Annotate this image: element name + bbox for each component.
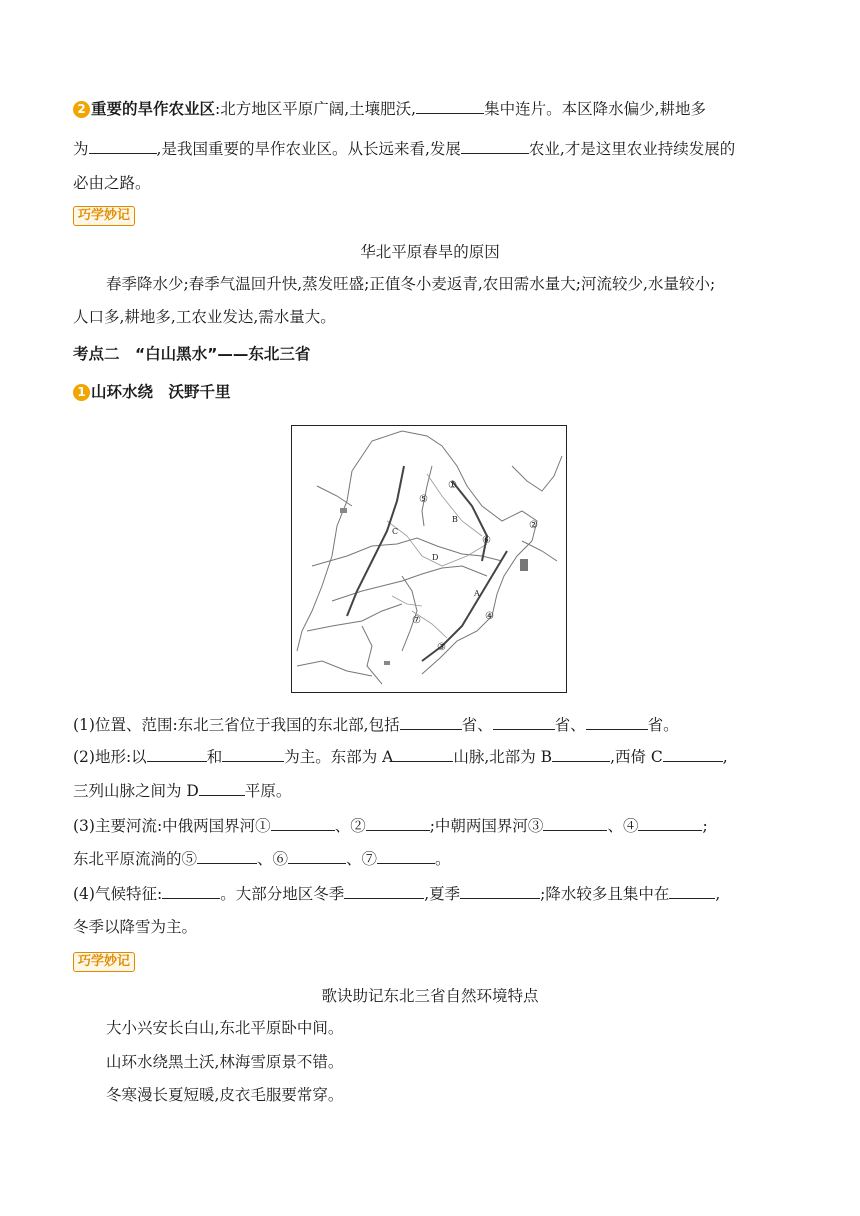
tip-verse: 山环水绕黑土沃,林海雪原景不错。 [106,1053,344,1071]
text: ,西倚 C [610,748,663,766]
fill-blank[interactable] [552,747,610,762]
fill-blank[interactable] [89,139,157,154]
text: ,是我国重要的旱作农业区。从长远来看,发展 [156,140,461,158]
question-3-line2 [73,848,800,870]
map-label-river-2: ② [529,520,538,531]
subsection-title: 山环水绕 沃野千里 [91,383,231,401]
agri-para-line2 [73,138,800,160]
map-label-A: A [474,589,480,598]
fill-blank[interactable] [377,849,435,864]
tip-text: 人口多,耕地多,工农业发达,需水量大。 [73,308,336,326]
tip-title: 华北平原春旱的原因 [360,243,500,261]
tip-text: 春季降水少;春季气温回升快,蒸发旺盛;正值冬小麦返青,农田需水量大;河流较少,水量较小; [106,275,716,293]
section-heading: 考点二 “白山黑水”——东北三省 [73,345,311,363]
text: (1)位置、范围:东北三省位于我国的东北部,包括 [73,716,400,734]
text: 农业,才是这里农业持续发展的 [528,140,736,158]
text: 。大部分地区冬季 [220,885,345,903]
text: (4)气候特征: [73,885,163,903]
question-1 [73,714,800,736]
question-4-line2: 冬季以降雪为主。 [73,918,198,936]
tip-badge: 巧学妙记 [73,952,135,972]
text: 、⑦ [346,850,378,868]
text: ;中朝两国界河③ [429,817,544,835]
text: 平原。 [244,782,292,800]
fill-blank[interactable] [344,884,424,899]
fill-blank[interactable] [638,816,702,831]
fill-blank[interactable] [400,715,462,730]
fill-blank[interactable] [416,99,484,114]
text: ,夏季 [424,885,461,903]
fill-blank[interactable] [288,849,346,864]
text: 。 [435,850,451,868]
text: 、④ [607,817,639,835]
section-number-badge: 2 [73,101,90,118]
question-2-line1 [73,746,800,768]
fill-blank[interactable] [366,816,430,831]
subsection-heading [73,381,800,403]
map-label-river-5: ⑤ [419,494,428,505]
fill-blank[interactable] [147,747,207,762]
text: 为主。东部为 A [284,748,394,766]
map-label-river-3: ③ [437,642,446,653]
text: ; [702,817,708,835]
agri-para-line1 [73,98,800,120]
tip-title: 歌诀助记东北三省自然环境特点 [321,987,539,1005]
fill-blank[interactable] [663,747,723,762]
fill-blank[interactable] [162,884,220,899]
map-label-river-6: ⑥ [482,535,491,546]
map-label-D: D [432,553,439,562]
question-2-line2 [73,780,800,802]
text: 、② [334,817,366,835]
fill-blank[interactable] [461,139,529,154]
subsection-number-badge: 1 [73,384,90,401]
fill-blank[interactable] [271,816,335,831]
fill-blank[interactable] [197,849,257,864]
map-label-C: C [392,527,399,536]
text: 为 [73,140,89,158]
text: 省、 [554,716,586,734]
text: 集中连片。本区降水偏少,耕地多 [484,100,707,118]
text: (2)地形:以 [73,748,147,766]
text: 和 [206,748,223,766]
fill-blank[interactable] [199,781,245,796]
tip-verse: 冬寒漫长夏短暖,皮衣毛服要常穿。 [106,1086,344,1104]
fill-blank[interactable] [586,715,648,730]
fill-blank[interactable] [393,747,453,762]
text: 山脉,北部为 B [453,748,553,766]
text: 省、 [461,716,493,734]
text: 、⑥ [257,850,289,868]
question-4-line1 [73,883,800,905]
map-label-river-4: ④ [485,611,494,622]
text: ;降水较多且集中在 [540,885,670,903]
northeast-map [291,425,567,693]
tip-badge: 巧学妙记 [73,206,135,226]
section-title: 重要的旱作农业区 [91,100,216,118]
fill-blank[interactable] [493,715,555,730]
fill-blank[interactable] [669,884,715,899]
text: , [722,748,728,766]
text: (3)主要河流:中俄两国界河① [73,817,271,835]
fill-blank[interactable] [460,884,540,899]
agri-para-line3: 必由之路。 [73,174,151,192]
text: 东北平原流淌的⑤ [73,850,198,868]
fill-blank[interactable] [222,747,284,762]
text: , [715,885,721,903]
northeast-map-svg [292,426,566,692]
map-label-B: B [452,515,458,524]
fill-blank[interactable] [543,816,607,831]
tip-verse: 大小兴安长白山,东北平原卧中间。 [106,1019,344,1037]
question-3-line1 [73,815,800,837]
text: 三列山脉之间为 D [73,782,199,800]
map-label-river-7: ⑦ [412,615,421,626]
map-label-river-1: ① [448,480,457,491]
text: :北方地区平原广阔,土壤肥沃, [215,100,417,118]
text: 省。 [647,716,679,734]
